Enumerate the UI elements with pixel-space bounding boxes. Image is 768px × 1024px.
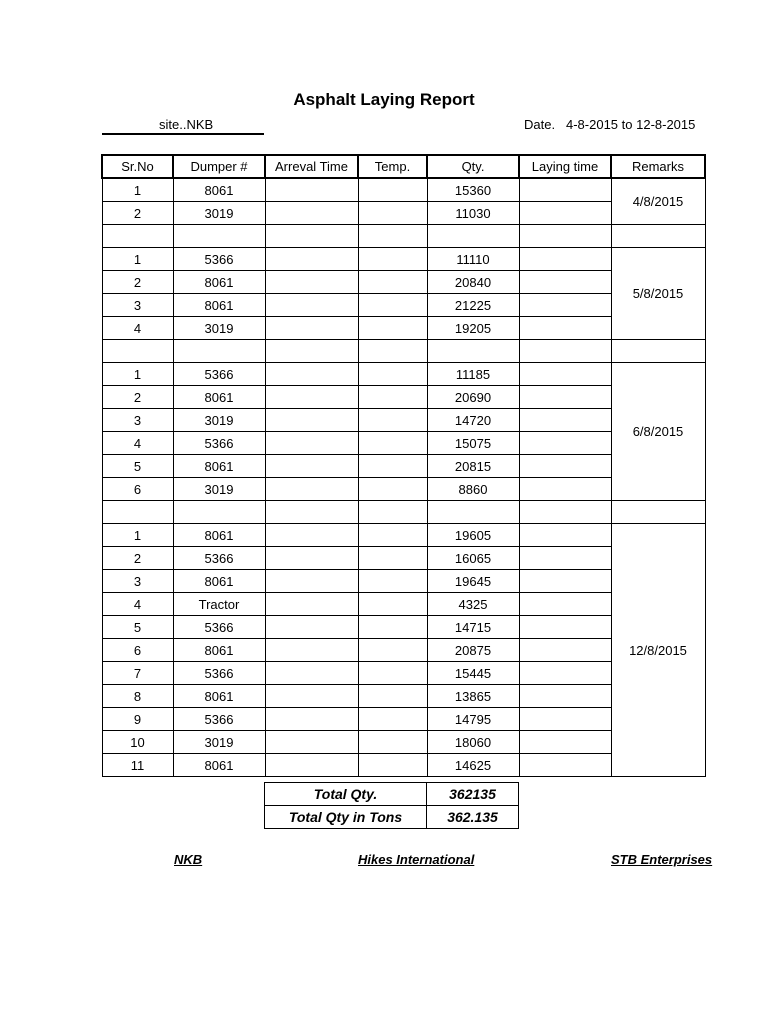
temp-cell	[358, 478, 427, 501]
qty-cell: 11110	[427, 248, 519, 271]
qty-cell: 19645	[427, 570, 519, 593]
sr-no-cell: 2	[102, 547, 173, 570]
sr-no-cell: 6	[102, 639, 173, 662]
remarks-cell: 12/8/2015	[611, 524, 705, 777]
laying-time-cell	[519, 317, 611, 340]
qty-cell: 19205	[427, 317, 519, 340]
laying-time-cell	[519, 547, 611, 570]
qty-cell: 14625	[427, 754, 519, 777]
laying-time-cell	[519, 409, 611, 432]
report-title: Asphalt Laying Report	[293, 90, 475, 109]
totals-table	[264, 782, 519, 829]
qty-cell: 18060	[427, 731, 519, 754]
empty-cell	[611, 225, 705, 248]
qty-cell: 8860	[427, 478, 519, 501]
laying-time-cell	[519, 639, 611, 662]
qty-cell: 15075	[427, 432, 519, 455]
col-header-dumper: Dumper #	[173, 155, 265, 178]
remarks-cell: 4/8/2015	[611, 178, 705, 225]
qty-cell: 13865	[427, 685, 519, 708]
sr-no-cell: 1	[102, 363, 173, 386]
qty-cell: 15445	[427, 662, 519, 685]
sr-no-cell: 4	[102, 432, 173, 455]
table-row	[102, 363, 705, 386]
temp-cell	[358, 685, 427, 708]
separator-row	[102, 340, 705, 363]
qty-cell: 20690	[427, 386, 519, 409]
dumper-cell: 8061	[173, 386, 265, 409]
signature-hikes-international: Hikes International	[358, 852, 475, 867]
qty-cell: 16065	[427, 547, 519, 570]
sr-no-cell: 8	[102, 685, 173, 708]
empty-cell	[173, 501, 265, 524]
date-range: 4-8-2015 to 12-8-2015	[566, 117, 696, 132]
arrival-time-cell	[265, 432, 358, 455]
sr-no-cell: 10	[102, 731, 173, 754]
sr-no-cell: 2	[102, 386, 173, 409]
total-qty-label: Total Qty.	[265, 783, 427, 806]
temp-cell	[358, 432, 427, 455]
sr-no-cell: 3	[102, 294, 173, 317]
site-underline	[102, 133, 264, 135]
laying-time-cell	[519, 178, 611, 202]
temp-cell	[358, 662, 427, 685]
empty-cell	[265, 225, 358, 248]
dumper-cell: 5366	[173, 248, 265, 271]
empty-cell	[265, 340, 358, 363]
sr-no-cell: 9	[102, 708, 173, 731]
empty-cell	[358, 225, 427, 248]
temp-cell	[358, 593, 427, 616]
empty-cell	[173, 225, 265, 248]
empty-cell	[427, 501, 519, 524]
arrival-time-cell	[265, 662, 358, 685]
arrival-time-cell	[265, 202, 358, 225]
laying-time-cell	[519, 386, 611, 409]
empty-cell	[611, 501, 705, 524]
dumper-cell: 5366	[173, 432, 265, 455]
dumper-cell: 5366	[173, 547, 265, 570]
arrival-time-cell	[265, 731, 358, 754]
arrival-time-cell	[265, 478, 358, 501]
total-tons-label: Total Qty in Tons	[265, 806, 427, 829]
sr-no-cell: 1	[102, 524, 173, 547]
temp-cell	[358, 708, 427, 731]
arrival-time-cell	[265, 409, 358, 432]
dumper-cell: 8061	[173, 754, 265, 777]
dumper-cell: 8061	[173, 455, 265, 478]
empty-cell	[519, 340, 611, 363]
separator-row	[102, 225, 705, 248]
temp-cell	[358, 178, 427, 202]
dumper-cell: Tractor	[173, 593, 265, 616]
dumper-cell: 5366	[173, 616, 265, 639]
laying-time-cell	[519, 202, 611, 225]
dumper-cell: 8061	[173, 570, 265, 593]
dumper-cell: 8061	[173, 685, 265, 708]
dumper-cell: 8061	[173, 178, 265, 202]
qty-cell: 20815	[427, 455, 519, 478]
total-qty-value: 362135	[427, 783, 519, 806]
arrival-time-cell	[265, 685, 358, 708]
laying-time-cell	[519, 294, 611, 317]
empty-cell	[358, 340, 427, 363]
temp-cell	[358, 731, 427, 754]
arrival-time-cell	[265, 616, 358, 639]
total-qty-row	[265, 783, 519, 806]
arrival-time-cell	[265, 317, 358, 340]
table-row	[102, 248, 705, 271]
sr-no-cell: 3	[102, 409, 173, 432]
sr-no-cell: 6	[102, 478, 173, 501]
laying-time-cell	[519, 432, 611, 455]
qty-cell: 20875	[427, 639, 519, 662]
sr-no-cell: 2	[102, 271, 173, 294]
laying-time-cell	[519, 593, 611, 616]
arrival-time-cell	[265, 754, 358, 777]
temp-cell	[358, 570, 427, 593]
temp-cell	[358, 409, 427, 432]
qty-cell: 15360	[427, 178, 519, 202]
sr-no-cell: 7	[102, 662, 173, 685]
dumper-cell: 8061	[173, 294, 265, 317]
empty-cell	[102, 501, 173, 524]
temp-cell	[358, 639, 427, 662]
temp-cell	[358, 386, 427, 409]
sr-no-cell: 2	[102, 202, 173, 225]
temp-cell	[358, 616, 427, 639]
dumper-cell: 3019	[173, 478, 265, 501]
arrival-time-cell	[265, 639, 358, 662]
temp-cell	[358, 524, 427, 547]
sr-no-cell: 11	[102, 754, 173, 777]
col-header-sr-no: Sr.No	[102, 155, 173, 178]
sr-no-cell: 3	[102, 570, 173, 593]
laying-time-cell	[519, 271, 611, 294]
qty-cell: 14715	[427, 616, 519, 639]
laying-time-cell	[519, 248, 611, 271]
empty-cell	[427, 340, 519, 363]
sr-no-cell: 5	[102, 455, 173, 478]
laying-time-cell	[519, 616, 611, 639]
report-table	[101, 154, 706, 777]
arrival-time-cell	[265, 178, 358, 202]
laying-time-cell	[519, 685, 611, 708]
col-header-arrival-time: Arreval Time	[265, 155, 358, 178]
laying-time-cell	[519, 754, 611, 777]
qty-cell: 11030	[427, 202, 519, 225]
temp-cell	[358, 363, 427, 386]
separator-row	[102, 501, 705, 524]
dumper-cell: 5366	[173, 363, 265, 386]
arrival-time-cell	[265, 363, 358, 386]
arrival-time-cell	[265, 386, 358, 409]
arrival-time-cell	[265, 570, 358, 593]
sr-no-cell: 4	[102, 317, 173, 340]
empty-cell	[102, 225, 173, 248]
col-header-remarks: Remarks	[611, 155, 705, 178]
empty-cell	[265, 501, 358, 524]
laying-time-cell	[519, 478, 611, 501]
arrival-time-cell	[265, 271, 358, 294]
table-row	[102, 524, 705, 547]
temp-cell	[358, 754, 427, 777]
total-tons-row	[265, 806, 519, 829]
temp-cell	[358, 271, 427, 294]
arrival-time-cell	[265, 294, 358, 317]
arrival-time-cell	[265, 524, 358, 547]
signature-stb-enterprises: STB Enterprises	[611, 852, 713, 867]
sr-no-cell: 5	[102, 616, 173, 639]
laying-time-cell	[519, 455, 611, 478]
signature-nkb: NKB	[174, 852, 203, 867]
dumper-cell: 5366	[173, 708, 265, 731]
temp-cell	[358, 317, 427, 340]
qty-cell: 14795	[427, 708, 519, 731]
total-tons-value: 362.135	[427, 806, 519, 829]
empty-cell	[427, 225, 519, 248]
col-header-temp: Temp.	[358, 155, 427, 178]
qty-cell: 4325	[427, 593, 519, 616]
dumper-cell: 3019	[173, 317, 265, 340]
empty-cell	[611, 340, 705, 363]
temp-cell	[358, 294, 427, 317]
arrival-time-cell	[265, 455, 358, 478]
remarks-cell: 5/8/2015	[611, 248, 705, 340]
qty-cell: 21225	[427, 294, 519, 317]
qty-cell: 19605	[427, 524, 519, 547]
site-label: site..NKB	[159, 117, 214, 132]
date-label: Date.	[524, 117, 556, 132]
empty-cell	[358, 501, 427, 524]
remarks-cell: 6/8/2015	[611, 363, 705, 501]
laying-time-cell	[519, 363, 611, 386]
table-row	[102, 178, 705, 202]
arrival-time-cell	[265, 547, 358, 570]
temp-cell	[358, 547, 427, 570]
col-header-qty: Qty.	[427, 155, 519, 178]
laying-time-cell	[519, 570, 611, 593]
dumper-cell: 8061	[173, 271, 265, 294]
table-header-row	[102, 155, 705, 178]
empty-cell	[519, 225, 611, 248]
qty-cell: 11185	[427, 363, 519, 386]
sr-no-cell: 1	[102, 248, 173, 271]
dumper-cell: 3019	[173, 731, 265, 754]
col-header-laying-time: Laying time	[519, 155, 611, 178]
empty-cell	[519, 501, 611, 524]
temp-cell	[358, 455, 427, 478]
arrival-time-cell	[265, 708, 358, 731]
arrival-time-cell	[265, 248, 358, 271]
dumper-cell: 8061	[173, 524, 265, 547]
laying-time-cell	[519, 662, 611, 685]
temp-cell	[358, 202, 427, 225]
qty-cell: 14720	[427, 409, 519, 432]
laying-time-cell	[519, 708, 611, 731]
laying-time-cell	[519, 524, 611, 547]
temp-cell	[358, 248, 427, 271]
empty-cell	[102, 340, 173, 363]
laying-time-cell	[519, 731, 611, 754]
arrival-time-cell	[265, 593, 358, 616]
dumper-cell: 5366	[173, 662, 265, 685]
sr-no-cell: 4	[102, 593, 173, 616]
dumper-cell: 3019	[173, 202, 265, 225]
empty-cell	[173, 340, 265, 363]
sr-no-cell: 1	[102, 178, 173, 202]
dumper-cell: 3019	[173, 409, 265, 432]
dumper-cell: 8061	[173, 639, 265, 662]
qty-cell: 20840	[427, 271, 519, 294]
